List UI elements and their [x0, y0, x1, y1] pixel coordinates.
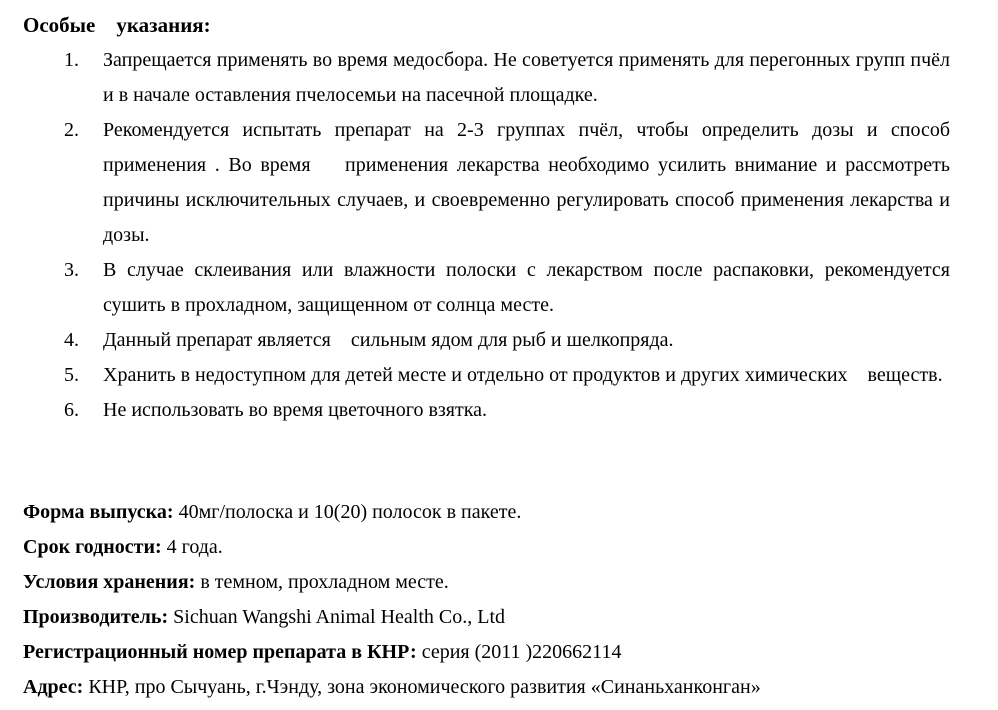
list-item-number: 2.: [64, 119, 79, 141]
storage-conditions-value: в темном, прохладном месте.: [195, 571, 449, 593]
shelf-life-row: [23, 530, 973, 565]
release-form-label: Форма выпуска:: [23, 501, 174, 523]
storage-conditions-row: [23, 565, 973, 600]
instructions-list: [0, 43, 998, 428]
special-instructions-heading: Особые указания:: [23, 13, 211, 37]
list-item-number: 1.: [64, 49, 79, 71]
list-item: [0, 393, 998, 428]
list-item-text: Запрещается применять во время медосбора. Не советуется применять для перегонных групп пчёл и в начале оставления пчелосемьи на пасечной площадке.: [103, 49, 955, 106]
address-row: [23, 670, 973, 705]
storage-conditions-label: Условия хранения:: [23, 571, 196, 593]
address-value: КНР, про Сычуань, г.Чэнду, зона экономического развития «Синаньханконган»: [83, 676, 761, 698]
release-form-row: [23, 495, 973, 530]
product-info: [23, 495, 973, 705]
list-item-number: 4.: [64, 329, 79, 351]
list-item-text: В случае склеивания или влажности полоски с лекарством после распаковки, рекомендуется сушить в прохладном, защищенном от солнца месте.: [103, 259, 955, 316]
list-item-text: Рекомендуется испытать препарат на 2-3 группах пчёл, чтобы определить дозы и способ применения . Во время применения лекарства необходимо усилить внимание и рассмотреть причины исключительных случаев, и своевременно регулировать способ применения лекарства и дозы.: [103, 119, 955, 246]
manufacturer-label: Производитель:: [23, 606, 169, 628]
list-item-text: Не использовать во время цветочного взятка.: [103, 399, 488, 421]
shelf-life-value: 4 года.: [161, 536, 223, 558]
list-item: [0, 43, 998, 113]
list-item: [0, 113, 998, 253]
list-item-number: 6.: [64, 399, 79, 421]
list-item: [0, 358, 998, 393]
list-item-text: Хранить в недоступном для детей месте и отдельно от продуктов и других химических веществ.: [103, 364, 943, 386]
list-item-number: 3.: [64, 259, 79, 281]
shelf-life-label: Срок годности:: [23, 536, 162, 558]
registration-number-row: [23, 635, 973, 670]
manufacturer-value: Sichuan Wangshi Animal Health Co., Ltd: [168, 606, 506, 628]
list-item-number: 5.: [64, 364, 79, 386]
address-label: Адрес:: [23, 676, 84, 698]
manufacturer-row: [23, 600, 973, 635]
release-form-value: 40мг/полоска и 10(20) полосок в пакете.: [173, 501, 522, 523]
list-item: [0, 253, 998, 323]
list-item-text: Данный препарат является сильным ядом для рыб и шелкопряда.: [103, 329, 674, 351]
registration-number-label: Регистрационный номер препарата в КНР:: [23, 641, 417, 663]
list-item: [0, 323, 998, 358]
registration-number-value: серия (2011 )220662114: [416, 641, 622, 663]
